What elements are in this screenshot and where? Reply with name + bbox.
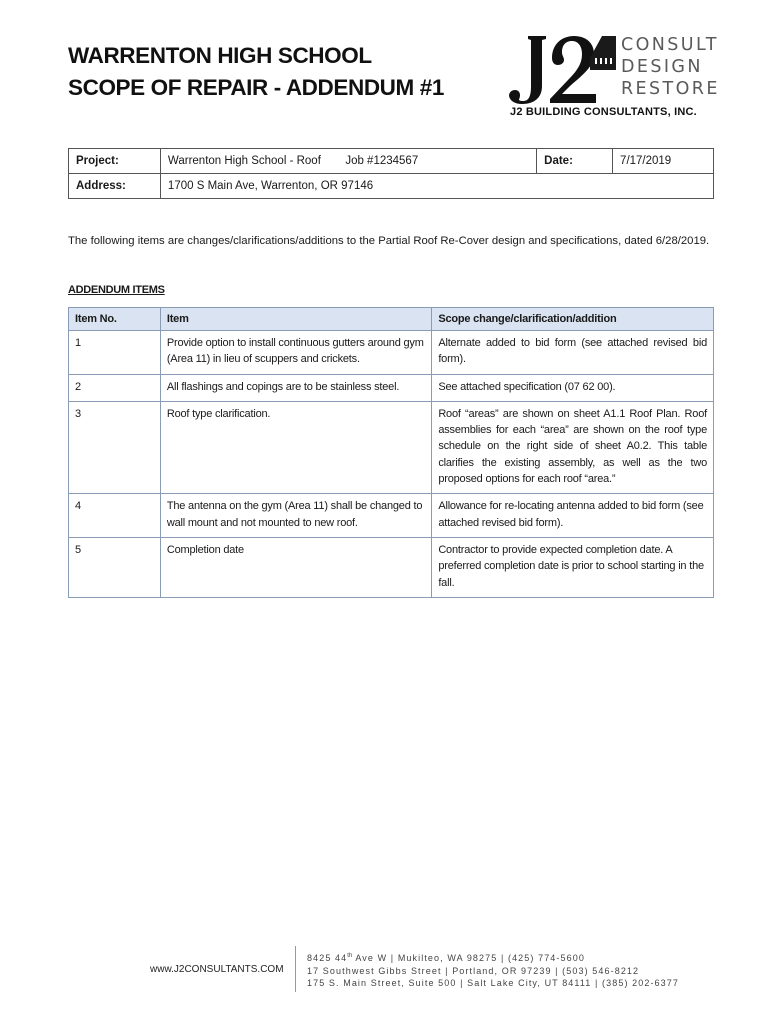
footer-address-mukilteo: 8425 44th Ave W | Mukilteo, WA 98275 | (425) 774-5600 xyxy=(307,953,585,963)
item-number: 1 xyxy=(69,331,161,375)
document-title xyxy=(68,40,444,104)
address-label: Address: xyxy=(69,174,161,199)
logo-word-consult: CONSULT xyxy=(621,35,719,55)
title-line-1: WARRENTON HIGH SCHOOL xyxy=(68,43,372,68)
date-label: Date: xyxy=(537,149,613,174)
addendum-items-heading: ADDENDUM ITEMS xyxy=(68,284,165,296)
addendum-items-table xyxy=(68,307,714,598)
footer-address-salt-lake: 175 S. Main Street, Suite 500 | Salt Lake City, UT 84111 | (385) 202-6377 xyxy=(307,978,679,988)
header-item-no: Item No. xyxy=(69,308,161,331)
item-description: The antenna on the gym (Area 11) shall be changed to wall mount and not mounted to new roof. xyxy=(160,494,431,538)
table-row xyxy=(69,537,714,597)
project-info-table xyxy=(68,148,714,199)
project-value-cell xyxy=(160,149,536,174)
item-scope: See attached specification (07 62 00). xyxy=(432,374,714,401)
j2-logo-mark-icon xyxy=(506,30,618,106)
item-number: 2 xyxy=(69,374,161,401)
item-description: Provide option to install continuous gutters around gym (Area 11) in lieu of scuppers and crickets. xyxy=(160,331,431,375)
table-row xyxy=(69,401,714,493)
project-label: Project: xyxy=(69,149,161,174)
table-header-row xyxy=(69,308,714,331)
item-number: 4 xyxy=(69,494,161,538)
project-row xyxy=(69,149,714,174)
item-description: All flashings and copings are to be stainless steel. xyxy=(160,374,431,401)
header-scope: Scope change/clarification/addition xyxy=(432,308,714,331)
date-value: 7/17/2019 xyxy=(613,149,714,174)
logo-word-restore: RESTORE xyxy=(621,79,720,99)
table-row xyxy=(69,374,714,401)
company-logo xyxy=(506,30,721,122)
logo-word-design: DESIGN xyxy=(621,57,703,77)
intro-paragraph: The following items are changes/clarifications/additions to the Partial Roof Re-Cover design and specifications, dated 6/28/2019. xyxy=(68,235,710,247)
table-row xyxy=(69,331,714,375)
item-scope: Contractor to provide expected completion date. A preferred completion date is prior to school starting in the fall. xyxy=(432,537,714,597)
item-scope: Allowance for re-locating antenna added to bid form (see attached revised bid form). xyxy=(432,494,714,538)
item-number: 3 xyxy=(69,401,161,493)
footer-divider xyxy=(295,946,296,992)
address-row xyxy=(69,174,714,199)
footer-website-link[interactable]: www.J2CONSULTANTS.COM xyxy=(150,964,284,975)
company-name: J2 BUILDING CONSULTANTS, INC. xyxy=(510,106,697,118)
footer-addresses xyxy=(307,950,679,990)
header-item: Item xyxy=(160,308,431,331)
project-value: Warrenton High School - Roof xyxy=(167,155,321,167)
table-row xyxy=(69,494,714,538)
job-number: Job #1234567 xyxy=(345,155,419,167)
item-scope: Roof “areas” are shown on sheet A1.1 Roof Plan. Roof assemblies for each “area” are shown on the roof type schedule on the right side of sheet A0.2. This table clarifies the existing assembly, as well as the two proposed options for each roof “area.” xyxy=(432,401,714,493)
item-description: Completion date xyxy=(160,537,431,597)
item-description: Roof type clarification. xyxy=(160,401,431,493)
footer-address-portland: 17 Southwest Gibbs Street | Portland, OR 97239 | (503) 546-8212 xyxy=(307,965,640,976)
item-scope: Alternate added to bid form (see attached revised bid form). xyxy=(432,331,714,375)
title-line-2: SCOPE OF REPAIR - ADDENDUM #1 xyxy=(68,75,444,100)
item-number: 5 xyxy=(69,537,161,597)
address-value: 1700 S Main Ave, Warrenton, OR 97146 xyxy=(160,174,713,199)
